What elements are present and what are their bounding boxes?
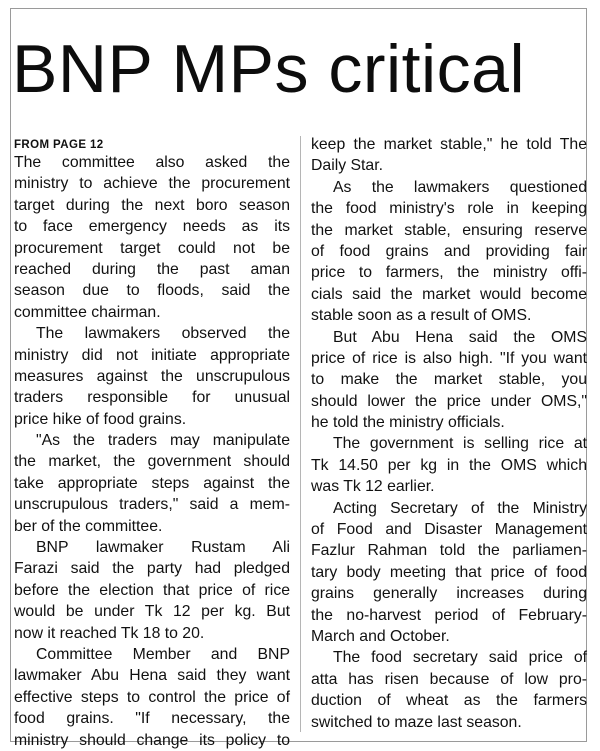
text-line: The lawmakers observed the xyxy=(36,325,290,343)
headline: BNP MPs critical xyxy=(12,31,526,107)
text-line: of food grains and providing fair xyxy=(311,242,587,260)
text-line: ministry did not initiate appropriate xyxy=(14,346,290,364)
text-line: of Food and Disaster Management xyxy=(311,521,587,539)
text-line: the no-harvest period of February- xyxy=(311,606,587,624)
text-line: Farazi said the party had pledged xyxy=(14,560,290,578)
text-line: Acting Secretary of the Ministry xyxy=(333,499,587,517)
text-line: ber of the committee. xyxy=(14,517,163,535)
text-line: But Abu Hena said the OMS xyxy=(333,328,587,346)
text-line: The committee also asked the xyxy=(14,154,290,171)
text-line: price to farmers, the ministry offi- xyxy=(311,264,587,282)
text-line: traders responsible for unusual xyxy=(14,389,290,407)
text-line: was Tk 12 earlier. xyxy=(311,478,435,496)
text-line: to face emergency needs as its xyxy=(14,218,290,236)
text-line: duction of wheat as the farmers xyxy=(311,692,587,710)
text-line: now it reached Tk 18 to 20. xyxy=(14,624,205,642)
text-line: tary body meeting that price of food xyxy=(311,563,587,581)
text-line: BNP lawmaker Rustam Ali xyxy=(36,539,290,557)
text-line: ministry to achieve the procurement xyxy=(14,175,290,193)
text-line: food grains. "If necessary, the xyxy=(14,710,290,728)
text-line: reached during the past aman xyxy=(14,260,290,278)
text-line: unscrupulous traders," said a mem- xyxy=(14,496,290,514)
text-line: the market, the government should xyxy=(14,453,290,471)
text-line: effective steps to control the price of xyxy=(14,688,290,706)
text-line: stable soon as a result of OMS. xyxy=(311,307,532,325)
article-column-right xyxy=(311,134,587,733)
continued-from-label: FROM PAGE 12 xyxy=(14,139,104,151)
text-line: take appropriate steps against the xyxy=(14,474,290,492)
text-line: March and October. xyxy=(311,627,450,645)
text-line: switched to maze last season. xyxy=(311,713,522,731)
text-line: would be under Tk 12 per kg. But xyxy=(14,603,290,621)
text-line: grains generally increases during xyxy=(311,585,587,603)
text-line: Fazlur Rahman told the parliamen- xyxy=(311,542,587,560)
frame-top-rule xyxy=(10,8,586,9)
text-line: season due to floods, said the xyxy=(14,282,290,300)
text-line: target during the next boro season xyxy=(14,196,290,214)
text-line: keep the market stable," he told The xyxy=(311,136,587,153)
article-column-left xyxy=(14,152,290,751)
text-line: committee chairman. xyxy=(14,303,161,321)
text-line: he told the ministry officials. xyxy=(311,414,505,432)
text-line: Daily Star. xyxy=(311,157,383,175)
text-line: to make the market stable, you xyxy=(311,371,587,389)
text-line: the market stable, ensuring reserve xyxy=(311,221,587,239)
text-line: "As the traders may manipulate xyxy=(36,432,290,450)
text-line: price hike of food grains. xyxy=(14,410,187,428)
text-line: ministry should change its policy to xyxy=(14,731,290,749)
text-line: the food ministry's role in keeping xyxy=(311,200,587,218)
column-divider xyxy=(300,136,301,732)
text-line: The food secretary said price of xyxy=(333,649,587,667)
text-line: lawmaker Abu Hena said they want xyxy=(14,667,290,685)
text-line: Tk 14.50 per kg in the OMS which xyxy=(311,456,587,474)
text-line: cials said the market would become xyxy=(311,285,587,303)
text-line: measures against the unscrupulous xyxy=(14,367,290,385)
text-line: Committee Member and BNP xyxy=(36,645,290,663)
text-line: should lower the price under OMS," xyxy=(311,392,587,410)
text-line: before the election that price of rice xyxy=(14,581,290,599)
text-line: The government is selling rice at xyxy=(333,435,587,453)
text-line: procurement target could not be xyxy=(14,239,290,257)
text-line: price of rice is also high. "If you want xyxy=(311,349,587,367)
frame-left-rule xyxy=(10,8,11,742)
text-line: As the lawmakers questioned xyxy=(333,178,587,196)
text-line: atta has risen because of low pro- xyxy=(311,670,587,688)
